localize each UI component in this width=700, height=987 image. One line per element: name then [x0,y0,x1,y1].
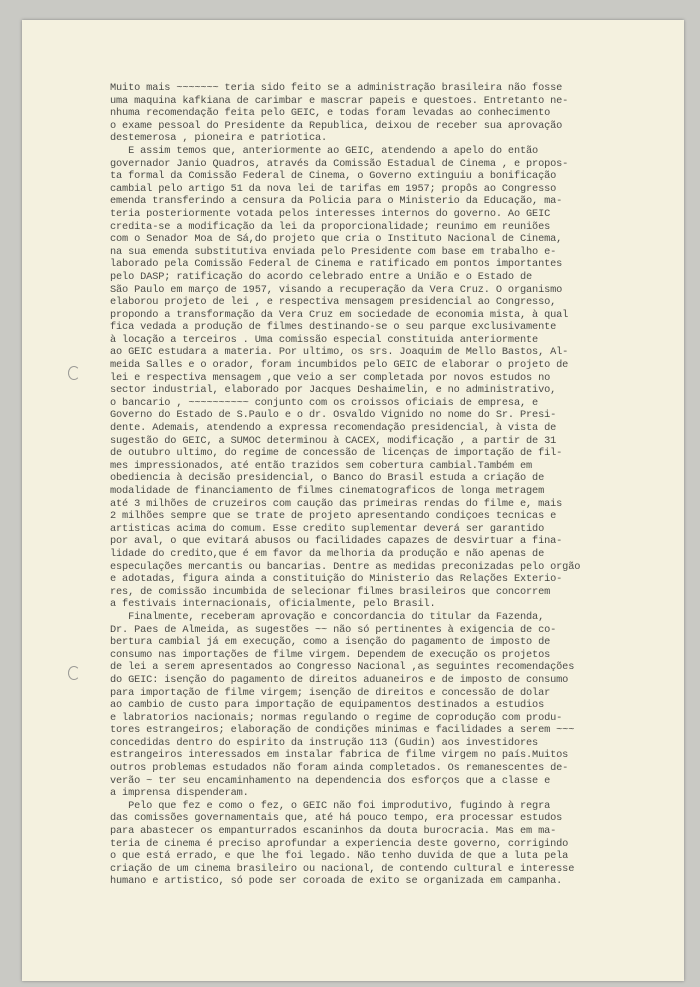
document-body [110,82,640,888]
punch-hole-mark [68,366,80,380]
paragraph-3: Finalmente, receberam aprovação e concordancia do titular da Fazenda, Dr. Paes de Almeida, as sugestões ~~ não só pertinentes à exigencia de co- bertura cambial já em execução, como a isenção do pagamento de imposto de consumo nas importações de filme virgem. Dependem de execução os projetos de lei a serem apresentados ao Congresso Nacional ,as seguintes recomendações do GEIC: isenção do pagamento de direitos aduaneiros e de imposto de consumo para importação de filme virgem; isenção de direitos e concessão de dolar ao cambio de custo para importação de equipamentos destinados a estudios e labratorios nacionais; normas regulando o regime de coprodução com produ- tores estrangeiros; elaboração de condições minimas e facilidades a serem ~~~ concedidas dentro do espirito da instrução 113 (Gudin) aos investidores estrangeiros interessados em instalar fabrica de filme virgem no país.Muitos outros problemas estudados não foram ainda completados. Os remanescentes de- verão ~ ter seu encaminhamento na dependencia dos esforços que a classe e a imprensa dispenderam. [110,610,575,800]
paragraph-2: E assim temos que, anteriormente ao GEIC, atendendo a apelo do então governador Janio Quadros, através da Comissão Estadual de Cinema , e propos- ta formal da Comissão Federal de Cinema, o Governo extinguiu a bonificação cambial pelo artigo 51 da nova lei de tarifas em 1957; propôs ao Congresso emenda transferindo a censura da Policia para o Ministerio da Educação, ma- teria posteriormente votada pelos interesses internos do governo. Ao GEIC credita-se a modificação da lei da proporcionalidade; reunimo em reuniões com o Senador Moa de Sá,do projeto que cria o Instituto Nacional de Cinema, na sua emenda substitutiva enviada pelo Presidente com base em trabalho e- laborado pela Comissão Federal de Cinema e ratificado em pontos importantes pelo DASP; ratificação do acordo celebrado entre a União e o Estado de São Paulo em março de 1957, visando a recuperação da Vera Cruz. O organismo elaborou projeto de lei , e respectiva mensagem presidencial ao Congresso, propondo a transformação da Vera Cruz em sociedade de economia mista, à qual fica vedada a produção de filmes destinando-se o seu parque exclusivamente à locação a terceiros . Uma comissão especial constituida anteriormente ao GEIC estudara a materia. Por ultimo, os srs. Joaquim de Mello Bastos, Al- meida Salles e o orador, foram incumbidos pelo GEIC de elaborar o projeto de lei e respectiva mensagem ,que veio a ser completada por novos estudos no sector industrial, elaborado por Jacques Deshaimelin, e no administrativo, o bancario , ~~~~~~~~~~ conjunto com os croissos oficiais de empresa, e Governo do Estado de S.Paulo e o dr. Osvaldo Vignido no nome do Sr. Presi- dente. Ademais, atendendo a expressa recomendação presidencial, à vista de sugestão do GEIC, a SUMOC determinou à CACEX, modificação , a partir de 31 de outubro ultimo, do regime de concessão de licenças de importação de fil- mes impressionados, até então trazidos sem cobertura cambial.Também em obediencia à decisão presidencial, o Banco do Brasil estuda a criação de modalidade de financiamento de filmes cinematograficos de longa metragem até 3 milhões de cruzeiros com caução das primeiras rendas do filme e, mais 2 milhões sempre que se trate de projeto apresentando condiçoes tecnicas e artisticas acima do comum. Esse credito suplementar deverá ser garantido por aval, o que evitará abusos ou facilidades capazes de desvirtuar a fina- lidade do credito,que é em favor da melhoria da produção e não apenas de especulações mercantis ou bancarias. Dentre as medidas preconizadas pelo orgão e adotadas, figura ainda a constituição do Ministerio das Relações Exterio- res, de comissão incumbida de selecionar filmes brasileiros que concorrem a festivais internacionais, oficialmente, pelo Brasil. [110,144,581,611]
paragraph-4: Pelo que fez e como o fez, o GEIC não foi improdutivo, fugindo à regra das comissões governamentais que, até há pouco tempo, era processar estudos para abastecer os empanturrados escaninhos da douta burocracia. Mas em ma- teria de cinema é preciso aprofundar a experiencia deste governo, corrigindo o que está errado, e que lhe foi legado. Não tenho duvida de que a luta pela criação de um cinema brasileiro ou nacional, de contendo cultural e interesse humano e artistico, só pode ser coroada de exito se organizada em campanha. [110,799,575,888]
paragraph-1: Muito mais ~~~~~~~ teria sido feito se a administração brasileira não fosse uma maquina kafkiana de carimbar e mascrar papeis e questoes. Entretanto ne- nhuma recomendação feita pelo GEIC, e todas foram levadas ao conhecimento o exame pessoal do Presidente da Republica, deixou de receber sua aprovação destemerosa , pioneira e patriotica. [110,82,569,145]
typewritten-page [22,20,684,981]
punch-hole-mark [68,666,80,680]
